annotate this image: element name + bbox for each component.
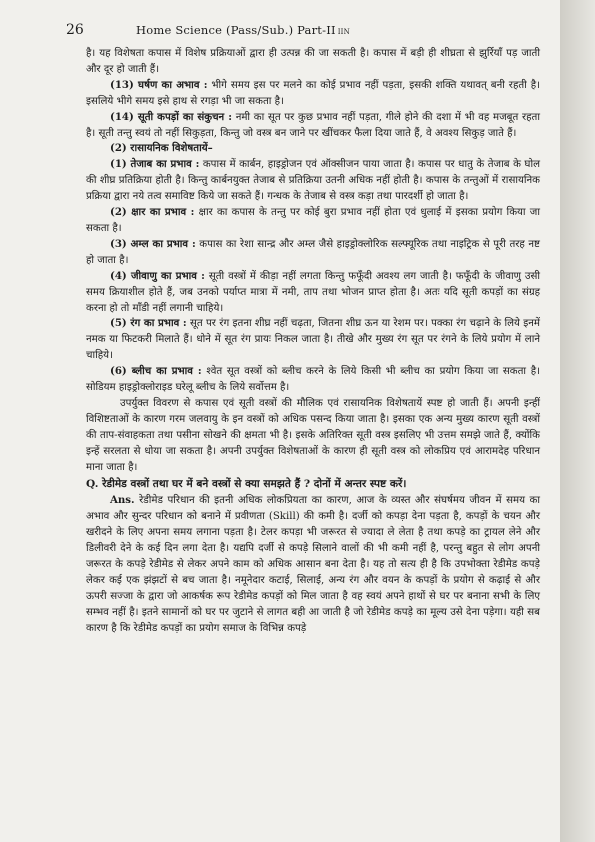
page-header	[66, 22, 546, 40]
paragraph	[86, 205, 540, 237]
paragraph	[86, 46, 540, 78]
paragraph	[86, 110, 540, 142]
paragraph	[86, 396, 540, 476]
paragraph-text: भीगे समय इस पर मलने का कोई प्रभाव नहीं पड़ता, इसकी शक्ति यथावत् बनी रहती है। इसलिये भीगे समय इसे हाथ से रगड़ा भी जा सकता है।	[86, 79, 540, 107]
paragraph-heading: (13) घर्षण का अभाव :	[110, 78, 208, 91]
paragraph	[86, 364, 540, 396]
paragraph-text: सूत पर रंग इतना शीघ्र नहीं चढ़ता, जितना शीघ्र ऊन या रेशम पर। पक्का रंग चढ़ाने के लिये इनमें नमक या फिटकरी मिलाते हैं। धोने में सूत रंग प्रायः निकल जाता है। तीखे और मुख्य रंग सूत पर रंगने के लिये प्रयोग में लाने चाहिये।	[86, 318, 540, 362]
book-spine-shadow	[560, 0, 595, 842]
paragraph-text: श्वेत सूत वस्त्रों को ब्लीच करने के लिये किसी भी ब्लीच का प्रयोग किया जा सकता है। सोडियम हाइड्रोक्लोराइड घरेलू ब्लीच के लिये सर्वोत्तम है।	[86, 366, 540, 394]
paragraph-text: सूती वस्त्रों में कीड़ा नहीं लगता किन्तु फफूँदी अवश्य लग जाती है। फफूँदी के जीवाणु उसी समय क्रियाशील होते हैं, जब उनको पर्याप्त मात्रा में नमी, ताप तथा भोजन प्राप्त होता है। अतः यदि सूती कपड़ों का संग्रह करना हो तो माँडी नहीं लगानी चाहिये।	[86, 270, 541, 314]
paragraph	[86, 237, 540, 269]
question-heading: Q. रेडीमेड वस्त्रों तथा घर में बने वस्त्रों से क्या समझते हैं ? दोनों में अन्तर स्पष्ट करें।	[86, 478, 407, 491]
paragraph-heading: (5) रंग का प्रभाव :	[110, 317, 187, 330]
running-title-code: IIN	[337, 28, 350, 36]
paragraph-heading: (6) ब्लीच का प्रभाव :	[110, 365, 202, 378]
paragraph-heading: (1) तेजाब का प्रभाव :	[110, 158, 200, 171]
section-heading	[86, 141, 540, 157]
running-title-text: Home Science (Pass/Sub.) Part-II	[136, 23, 336, 37]
paragraph-text: है। यह विशेषता कपास में विशेष प्रक्रियाओं द्वारा ही उत्पन्न की जा सकती है। कपास में बड़ी ही शीघ्रता से झुर्रियाँ पड़ जाती और दूर हो जाती हैं।	[86, 48, 540, 75]
answer-paragraph	[86, 493, 540, 636]
paragraph-heading: (3) अम्ल का प्रभाव :	[110, 237, 196, 250]
paragraph-heading: (4) जीवाणु का प्रभाव :	[110, 269, 205, 282]
paragraph	[86, 316, 540, 364]
paragraph-heading: (2) क्षार का प्रभाव :	[110, 206, 195, 219]
answer-text: रेडीमेड परिधान की इतनी अधिक लोकप्रियता का कारण, आज के व्यस्त और संघर्षमय जीवन में समय का अभाव और सुन्दर परिधान को बनाने में प्रवीणता (Skill) की कमी है। दर्जी को कपड़ा देना पड़ता है, कपड़ों के चयन और खरीदने के लिए अपना समय लगाना पड़ता है। टेलर कपड़ा भी जरूरत से ज्यादा ले लेता है तथा कपड़े का ट्रायल लेने और डिलीवरी देने के कई दिन लगा देता है। यद्यपि दर्जी से कपड़े सिलाने वालों की भी कमी नहीं है, परन्तु बहुत से लोग अपनी जरूरत के कपड़े रेडीमेड से लेकर अपने काम को अधिक आसान बना देता है। यह तो सत्य ही है कि उपभोक्ता रेडीमेड कपड़े लेकर कई एक झंझटों से बच जाता है। नमूनेदार कटाई, सिलाई, अन्य रंग और वयन के कपड़ों के प्रयोग से कढ़ाई से और ऊपरी सज्जा के द्वारा जो आकर्षक रूप रेडीमेड कपड़ों को मिल जाता है वह स्वयं अपने हाथों से घर पर बनाना सभी के लिए सम्भव नहीं है। इतने सामानों को घर पर जुटाने से लागत बही आ जाती है जो रेडीमेड कपड़े का मूल्य उसे देना पड़ेगा। यही सब कारण है कि रेडीमेड कपड़ों का प्रयोग समाज के विभिन्न कपड़े	[86, 495, 540, 634]
paragraph-text: नमी का सूत पर कुछ प्रभाव नहीं पड़ता, गीले होने की दशा में भी वह मजबूत रहता है। सूती तन्तु स्वयं तो नहीं सिकुड़ता, किन्तु जो वस्त्र बन जाने पर खींचकर फैला दिया जाते हैं, वे अवश्य सिकुड़ जाते हैं।	[86, 111, 541, 139]
paragraph-heading: (14) सूती कपड़ों का संकुचन :	[110, 110, 232, 123]
paragraph-text: क्षार का कपास के तन्तु पर कोई बुरा प्रभाव नहीं होता एवं धुलाई में इसका प्रयोग किया जा सकता है।	[86, 207, 540, 234]
page-body	[86, 46, 540, 637]
paragraph	[86, 78, 540, 110]
paragraph-text: कपास में कार्बन, हाइड्रोजन एवं ऑक्सीजन पाया जाता है। कपास पर धातु के तेजाब के घोल की शीघ्र प्रतिक्रिया होती है। किन्तु कार्बनयुक्त तेजाब से प्रतिक्रिया उतनी अधिक नहीं होती है। कपास के तन्तुओं में रासायनिक प्रक्रिया द्वारा नये तत्व समाविष्ट किये जा सकते हैं। गन्धक के तेजाब से वस्त्र कड़ा तथा पारदर्शी हो जाता है।	[86, 159, 540, 203]
paragraph	[86, 157, 540, 205]
answer-label: Ans.	[110, 494, 135, 507]
paragraph-text: उपर्युक्त विवरण से कपास एवं सूती वस्त्रों की मौलिक एवं रासायनिक विशेषतायें स्पष्ट हो जाती हैं। अपनी इन्हीं विशिष्टताओं के कारण गरम जलवायु के इन वस्त्रों को अधिक पसन्द किया जाता है। इसका एक अन्य मुख्य कारण सूती वस्त्रों की ताप-संवाहकता तथा पसीना सोखने की क्षमता भी है। इसके अतिरिक्त सूती वस्त्र इसलिए भी उत्तम समझे जाते हैं, क्योंकि इन्हें सरलता से धोया जा सकता है। अपनी उपर्युक्त विशेषताओं के कारण ही सूती वस्त्र को लोकप्रिय एवं आरामदेह परिधान माना जाता है।	[86, 397, 540, 473]
paragraph-text: कपास का रेशा सान्द्र और अम्ल जैसे हाइड्रोक्लोरिक सल्फ्यूरिक तथा नाइट्रिक से पूरी तरह नष्ट हो जाता है।	[86, 238, 540, 266]
paragraph	[86, 269, 540, 317]
running-title	[136, 23, 350, 37]
page-number: 26	[66, 22, 84, 38]
paragraph-heading: (2) रासायनिक विशेषतायें–	[110, 142, 213, 155]
